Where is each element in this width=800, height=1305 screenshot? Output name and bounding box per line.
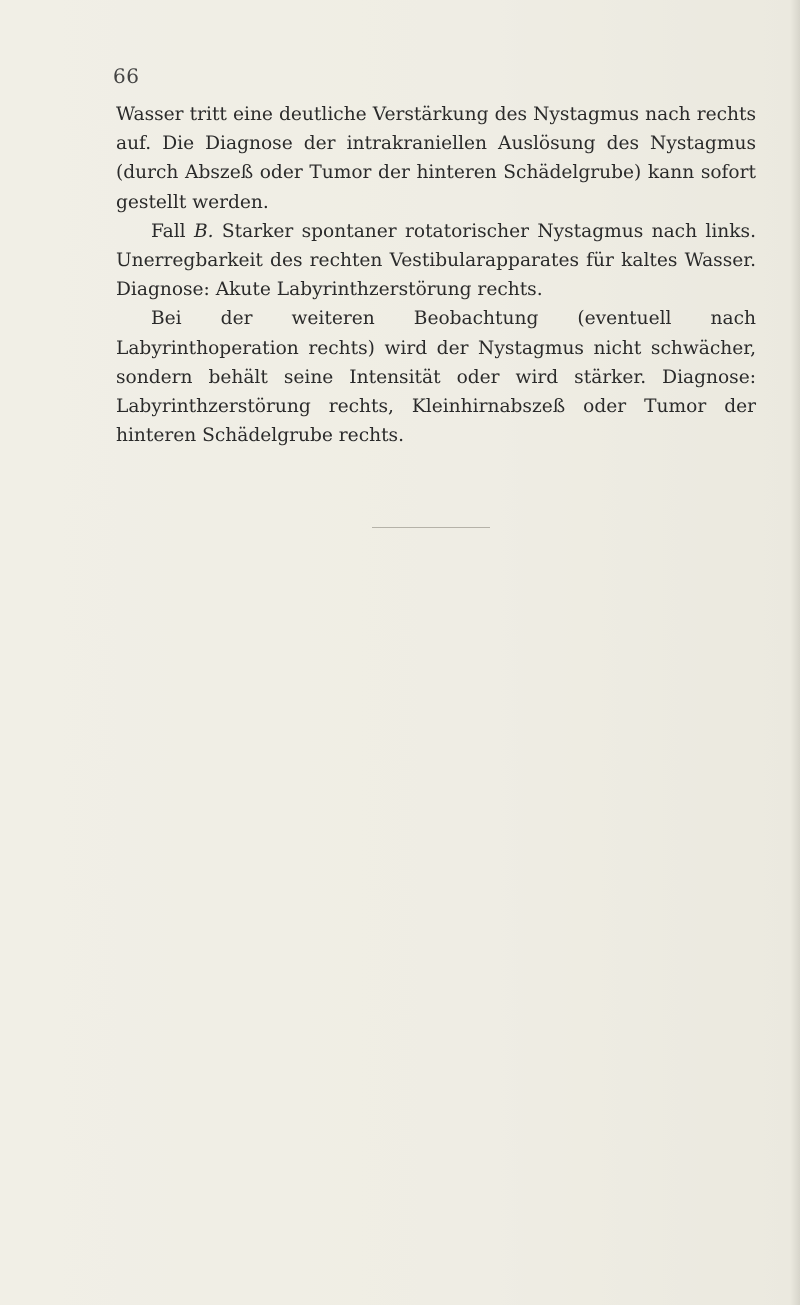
body-text bbox=[116, 100, 756, 450]
case-letter: B. bbox=[193, 220, 214, 242]
case-text: Starker spontaner rotatorischer Nystagmus nach links. Unerregbarkeit des rechten Vestibularapparates für kaltes Wasser. Diagnose: Akute Labyrinthzerstörung rechts. bbox=[116, 220, 756, 301]
paragraph-3: Bei der weiteren Beobachtung (eventuell nach Labyrinthoperation rechts) wird der Nystagmus nicht schwächer, sondern behält seine Intensität oder wird stärker. Diagnose: Labyrinthzerstörung rechts, Kleinhirnabszeß oder Tumor der hinteren Schädelgrube rechts. bbox=[116, 308, 756, 447]
section-divider bbox=[372, 527, 490, 528]
paragraph-2 bbox=[116, 217, 756, 305]
page-number: 66 bbox=[113, 64, 140, 88]
page-edge-shadow bbox=[790, 0, 800, 1305]
case-label: Fall bbox=[151, 220, 186, 242]
paragraph-1: Wasser tritt eine deutliche Verstärkung des Nystagmus nach rechts auf. Die Diagnose der intrakraniellen Auslösung des Nystagmus (durch Abszeß oder Tumor der hinteren Schädelgrube) kann sofort gestellt werden. bbox=[116, 104, 756, 213]
